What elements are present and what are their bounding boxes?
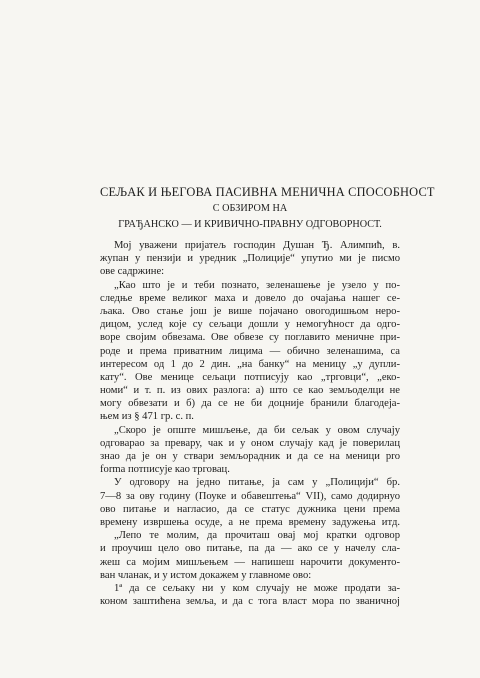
text-line: интересом од 1 до 2 дин. „на банку“ на меницу „у дупли- (100, 358, 400, 370)
text-line: дицом, услед које су сељаци дошли у немогућност да одго- (100, 319, 400, 331)
text-line: Мој уважени пријатељ господин Душан Ђ. Алимпић, в. (114, 240, 400, 251)
text-line: ово питање и нагласио, да се статус дужника цени према (100, 503, 400, 515)
text-line: могу обвезати и б) да се не би доцније бранили благодеја- (100, 398, 400, 410)
text-line: „Лепо те молим, да прочиташ овај мој кратки одговор (114, 530, 400, 542)
text-line: воре својим обвезама. Ове обвезе су поглавито меничне при- (100, 332, 400, 344)
text-line: жупан у пензији и уредник „Полиције“ упутио ми је писмо (100, 253, 400, 265)
article-title: СЕЉАК И ЊЕГОВА ПАСИВНА МЕНИЧНА СПОСОБНОСТ (100, 185, 435, 199)
text-line: „Као што је и теби познато, зеленашење је узело у по- (114, 279, 400, 291)
text-line: кату“. Ове менице сељаци потписују као „трговци“, „еко- (100, 371, 400, 383)
article-subtitle-line-1: С ОБЗИРОМ НА (212, 203, 288, 214)
text-line: њем из § 471 гр. с. п. (100, 411, 194, 423)
article-subtitle-line-2: ГРАЂАНСКО — И КРИВИЧНО-ПРАВНУ ОДГОВОРНОСТ. (118, 219, 382, 230)
text-line: forma потписује као трговац. (100, 464, 230, 476)
text-line: ове садржине: (100, 266, 165, 278)
text-line: „Скоро је опште мишљење, да би сељак у овом случају (114, 424, 400, 436)
text-line: љака. Ово стање још је више појачано овогодишњом нерo- (100, 305, 400, 317)
text-line: знао да је он у ствари земљорадник и да се на меници pro (100, 451, 400, 462)
text-line: У одговору на једно питање, ја сам у „Полицији“ бр. (114, 477, 400, 489)
text-line: номи“ и т. п. из ових разлога: а) што се као земљоделци не (100, 385, 400, 397)
text-line: ван чланак, и у истом докажем у главноме ово: (100, 569, 312, 581)
text-line: роде и према приватним лицима — обично зеленашима, са (100, 345, 400, 357)
text-line: коном заштићена земља, и да с тога власт мора по званичној (100, 596, 400, 608)
text-line: и проучиш цело ово питање, па да — ако се у начелу сла- (100, 543, 400, 555)
text-line: следње време великог маха и довело до очајања нашег се- (100, 292, 400, 304)
text-line: жеш са мојим мишљењем — напишеш нарочити документо- (100, 556, 400, 568)
text-line: одговарао за превару, чак и у оном случају кад је поверилац (100, 437, 400, 449)
text-line: времену извршења осуде, а не према времену задужења итд. (100, 516, 400, 528)
article-body (100, 237, 400, 608)
text-line: 1ª да се сељаку ни у ком случају не може продати за- (114, 582, 400, 594)
text-line: 7—8 за ову годину (Поуке и обавештења“ VII), само додирнуо (100, 490, 400, 502)
